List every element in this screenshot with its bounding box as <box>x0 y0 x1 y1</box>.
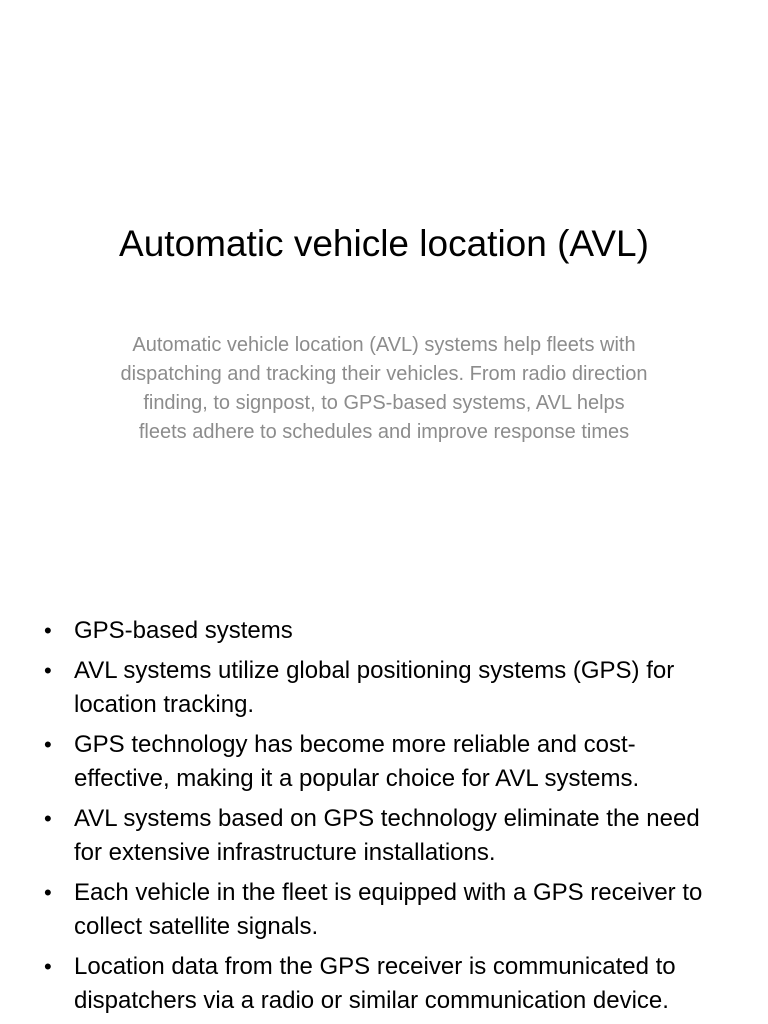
bullet-item <box>40 614 730 648</box>
content-slide <box>0 576 768 1024</box>
bullet-glyph: • <box>44 954 52 979</box>
bullet-glyph: • <box>44 732 52 757</box>
bullet-text: Location data from the GPS receiver is communicated to dispatchers via a radio or similar communication device. <box>74 953 676 1014</box>
bullet-item <box>40 654 730 722</box>
slide-title: Automatic vehicle location (AVL) <box>119 223 649 264</box>
bullet-text: GPS-based systems <box>74 617 293 644</box>
slide-subtitle: Automatic vehicle location (AVL) systems help fleets with dispatching and tracking their vehicles. From radio direction finding, to signpost, to GPS-based systems, AVL helps fleets adhere to schedules and improve response times <box>120 334 648 443</box>
bullet-glyph: • <box>44 658 52 683</box>
bullet-text: GPS technology has become more reliable and cost-effective, making it a popular choice for AVL systems. <box>74 731 640 792</box>
bullet-text: AVL systems utilize global positioning systems (GPS) for location tracking. <box>74 657 675 718</box>
bullet-list <box>40 614 730 1024</box>
bullet-text: AVL systems based on GPS technology eliminate the need for extensive infrastructure installations. <box>74 805 700 866</box>
bullet-glyph: • <box>44 618 52 643</box>
bullet-text: Each vehicle in the fleet is equipped with a GPS receiver to collect satellite signals. <box>74 879 703 940</box>
bullet-item <box>40 728 730 796</box>
bullet-glyph: • <box>44 806 52 831</box>
bullet-item <box>40 950 730 1018</box>
bullet-glyph: • <box>44 880 52 905</box>
bullet-item <box>40 876 730 944</box>
bullet-item <box>40 802 730 870</box>
